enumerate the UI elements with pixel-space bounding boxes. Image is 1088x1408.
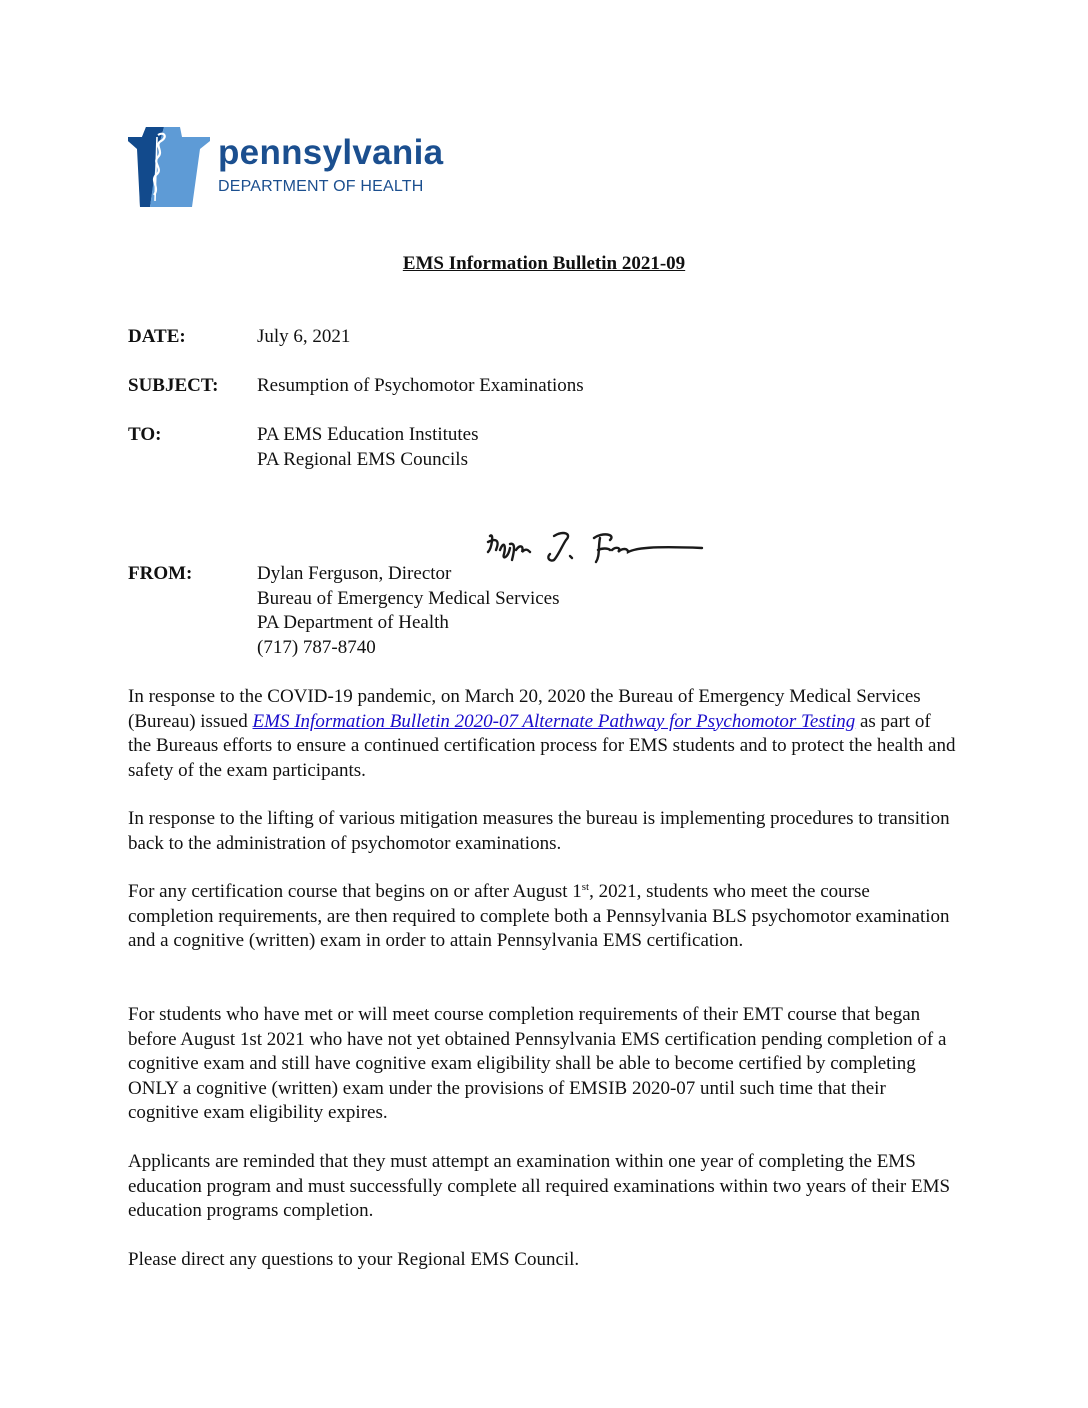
paragraph-existing-students: For students who have met or will meet course completion requirements of their EMT course that began before August 1st 2021 who have not yet obtained Pennsylvania EMS certification pending completion of a cognitive exam and still have cognitive exam eligibility shall be able to become certified by completing ONLY a cognitive (written) exam under the provisions of EMSIB 2020-07 until such time that their cognitive exam eligibility expires. — [128, 1004, 947, 1123]
from-line: Bureau of Emergency Medical Services — [257, 587, 560, 609]
ordinal-suffix: st — [581, 881, 590, 893]
paragraph-text: as part of the Bureaus efforts to ensure a continued certification process for EMS students and to protect the health and safety of the exam participants. — [128, 710, 956, 781]
handwritten-signature-icon — [482, 528, 707, 566]
keystone-logo-icon — [128, 127, 210, 207]
bulletin-title: EMS Information Bulletin 2021-09 — [402, 253, 686, 274]
paragraph-reminder: Applicants are reminded that they must attempt an examination within one year of completing the EMS education program and must successfully complete all required examinations within two years of their EMS education programs completion. — [128, 1151, 951, 1221]
from-phone: (717) 787-8740 — [257, 636, 376, 658]
emsib-2020-07-link[interactable]: EMS Information Bulletin 2020-07 Alternate Pathway for Psychomotor Testing — [252, 710, 856, 732]
signature — [482, 528, 707, 571]
paragraph-transition: In response to the lifting of various mitigation measures the bureau is implementing procedures to transition back to the administration of psychomotor examinations. — [128, 808, 950, 854]
to-recipient: PA Regional EMS Councils — [257, 448, 468, 470]
paragraph-text: In response to the COVID-19 pandemic, on March 20, 2020 the Bureau of Emergency Medical Services (Bureau) issued — [128, 686, 921, 732]
from-line: PA Department of Health — [257, 612, 449, 633]
paragraph-new-requirements — [128, 880, 958, 954]
paragraph-text: For any certification course that begins on or after August 1 — [128, 881, 582, 902]
paragraph-text: , 2021, students who meet the course completion requirements, are then required to complete both a Pennsylvania BLS psychomotor examination and a cognitive (written) exam in order to attain Pennsylvania EMS certification. — [128, 881, 950, 951]
date-value: July 6, 2021 — [257, 326, 351, 347]
logo-wordmark: pennsylvania — [218, 133, 444, 172]
to-recipient: PA EMS Education Institutes — [257, 424, 479, 445]
subject-label: SUBJECT: — [128, 375, 219, 396]
paragraph-contact: Please direct any questions to your Regional EMS Council. — [128, 1249, 580, 1270]
to-label: TO: — [128, 424, 162, 445]
subject-value: Resumption of Psychomotor Examinations — [257, 375, 584, 396]
from-line: Dylan Ferguson, Director — [257, 563, 452, 584]
paragraph-covid-background — [128, 685, 958, 783]
pa-department-of-health-logo — [128, 127, 448, 207]
logo-department: DEPARTMENT OF HEALTH — [218, 178, 424, 195]
from-label: FROM: — [128, 563, 193, 584]
date-label: DATE: — [128, 326, 186, 347]
